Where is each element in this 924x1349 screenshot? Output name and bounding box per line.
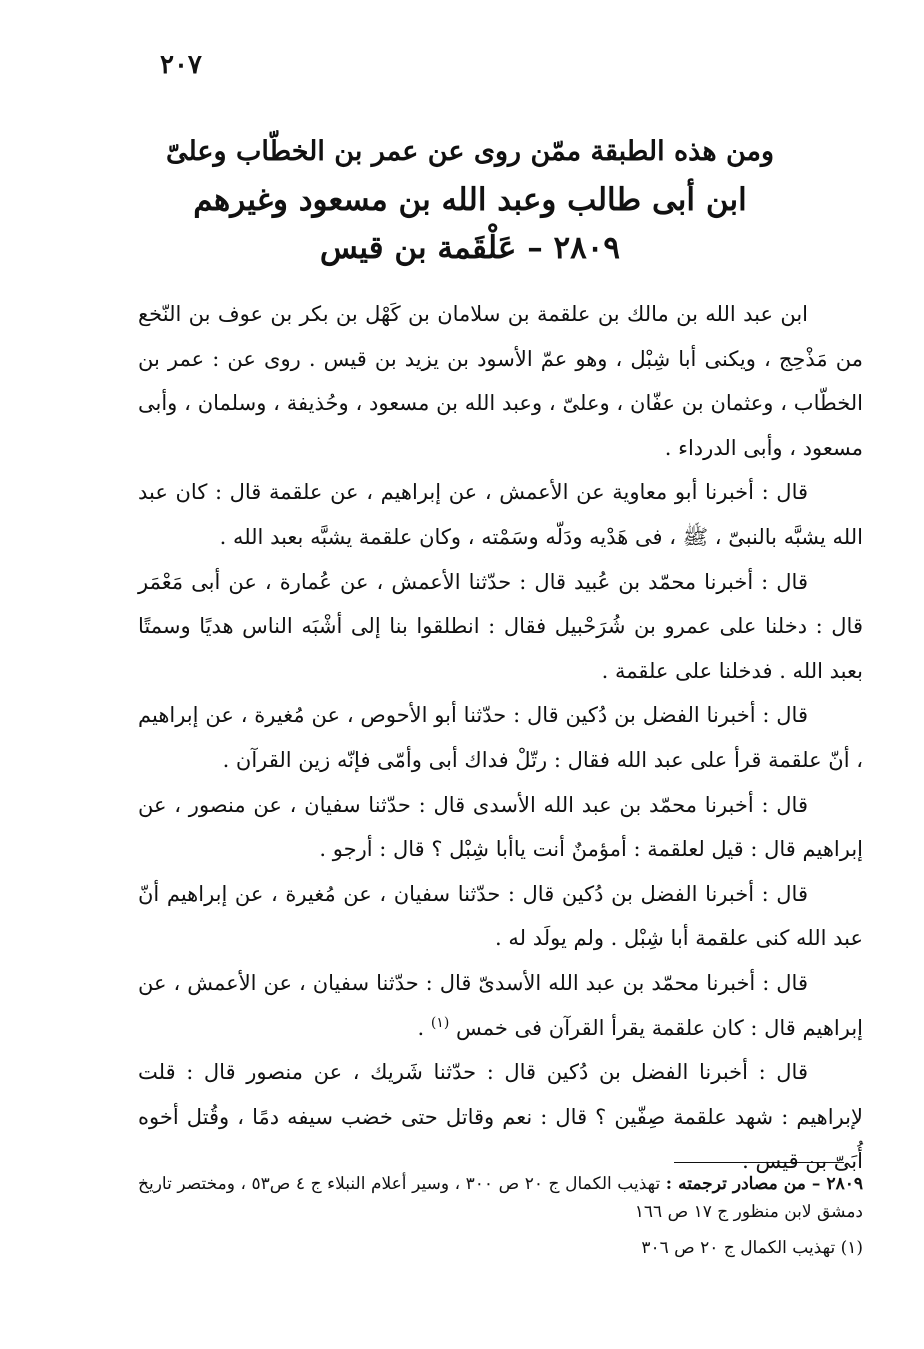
paragraph-narration: قال : أخبرنا الفضل بن دُكين قال : حدّثنا سفيان ، عن مُغيرة ، عن إبراهيم أنّ عبد الله كنى علقمة أبا شِبْل . ولم يولَد له . (138, 881, 863, 951)
page-number: ٢٠٧ (160, 50, 202, 80)
paragraph-text: قال : أخبرنا محمّد بن عبد الله الأسدىّ قال : حدّثنا سفيان ، عن الأعمش ، عن إبراهيم قال : كان علقمة يقرأ القرآن فى خمس (138, 970, 863, 1040)
footnote-divider (674, 1162, 844, 1163)
footnote-1: (١) تهذيب الكمال ج ٢٠ ص ٣٠٦ (641, 1238, 863, 1258)
paragraph-end: . (417, 1015, 431, 1040)
paragraph-narration-with-footnote (138, 961, 863, 1050)
footnote-marker: (١) (430, 1014, 450, 1031)
paragraph-narration: قال : أخبرنا أبو معاوية عن الأعمش ، عن إبراهيم ، عن علقمة قال : كان عبد الله يشبَّه بالنبىّ ، ﷺ ، فى هَدْيه ودَلّه وسَمْته ، وكان علقمة يشبَّه بعبد الله . (138, 480, 863, 549)
footnotes (138, 1170, 863, 1270)
entry-body (138, 292, 863, 1184)
footnote-sources (138, 1170, 863, 1226)
heading-tabaqa-line1: ومن هذه الطبقة ممّن روى عن عمر بن الخطّاب وعلىّ (165, 136, 775, 167)
footnote-sources-text: تهذيب الكمال ج ٢٠ ص ٣٠٠ ، وسير أعلام النبلاء ج ٤ ص٥٣ ، ومختصر تاريخ دمشق لابن منظور ج ١٧ ص ١٦٦ (138, 1174, 863, 1222)
paragraph-narration: قال : أخبرنا الفضل بن دُكين قال : حدّثنا شَريك ، عن منصور قال : قلت لإبراهيم : شهد علقمة صِفّين ؟ قال : نعم وقاتل حتى خضب سيفه دمًا ، وقُتل أخوه أُبَىّ بن قيس . (138, 1060, 863, 1174)
entry-title: ٢٨٠٩ – عَلْقَمة بن قيس (319, 230, 621, 266)
paragraph-narration: قال : أخبرنا الفضل بن دُكين قال : حدّثنا أبو الأحوص ، عن مُغيرة ، عن إبراهيم ، أنّ علقمة قرأ على عبد الله فقال : رتّلْ فداك أبى وأمّى فإنّه زين القرآن . (138, 703, 863, 772)
paragraph-narration: قال : أخبرنا محمّد بن عُبيد قال : حدّثنا الأعمش ، عن عُمارة ، عن أبى مَعْمَر قال : دخلنا على عمرو بن شُرَحْبيل فقال : انطلقوا بنا إلى أشْبَه الناس هديًا وسمتًا بعبد الله . فدخلنا على علقمة . (138, 569, 863, 683)
section-headings (140, 128, 800, 272)
paragraph-narration: قال : أخبرنا محمّد بن عبد الله الأسدى قال : حدّثنا سفيان ، عن منصور ، عن إبراهيم قال : قيل لعلقمة : أمؤمنٌ أنت ياأبا شِبْل ؟ قال : أرجو . (138, 792, 863, 862)
footnote-sources-label: ٢٨٠٩ – من مصادر ترجمته : (665, 1174, 863, 1194)
heading-tabaqa-line2: ابن أبى طالب وعبد الله بن مسعود وغيرهم (193, 182, 747, 218)
paragraph-lineage: ابن عبد الله بن مالك بن علقمة بن سلامان بن كَهْل بن بكر بن عوف بن النّخع من مَذْحِج ، ويكنى أبا شِبْل ، وهو عمّ الأسود بن يزيد بن قيس . روى عن : عمر بن الخطّاب ، وعثمان بن عفّان ، وعلىّ ، وعبد الله بن مسعود ، وحُذيفة ، وسلمان ، وأبى مسعود ، وأبى الدرداء . (138, 302, 863, 460)
